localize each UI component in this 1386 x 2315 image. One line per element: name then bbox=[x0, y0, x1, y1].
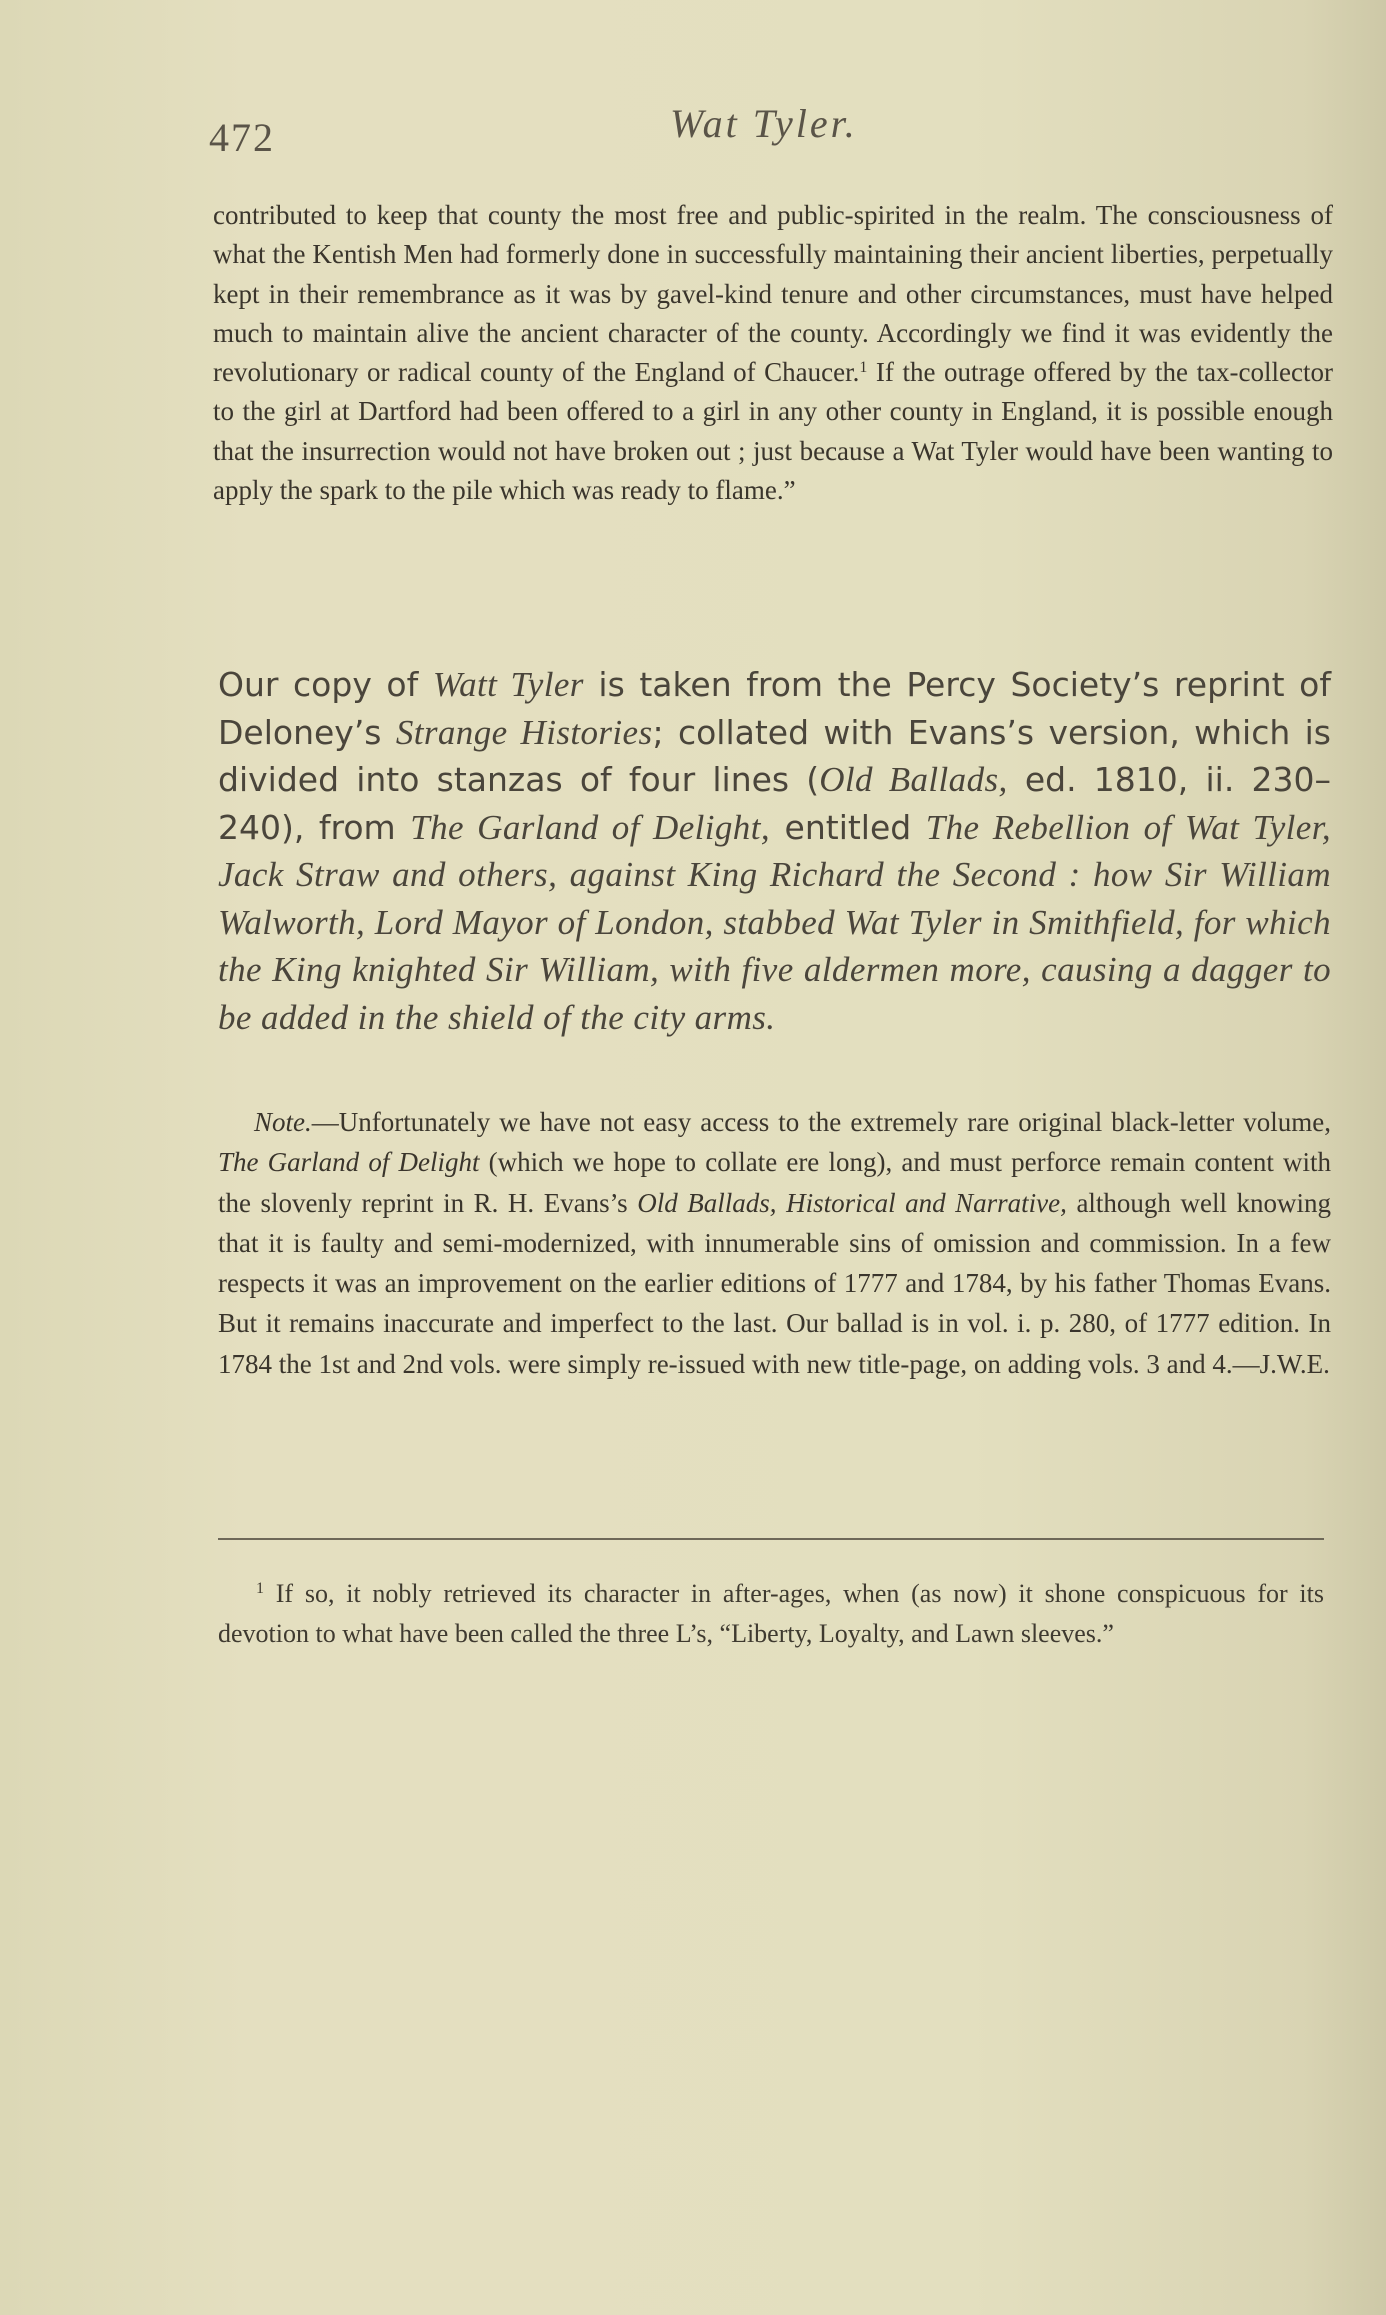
note-title-garland: The Garland of Delight bbox=[218, 1147, 480, 1178]
intro-title-garland-of-delight: The Garland of Delight, bbox=[410, 807, 770, 847]
intro-title-strange-histories: Strange Histories bbox=[395, 712, 653, 752]
page-number: 472 bbox=[209, 115, 275, 160]
running-title: Wat Tyler. bbox=[670, 101, 858, 146]
intro-title-watt-tyler: Watt Tyler bbox=[432, 665, 584, 704]
footnote-reference[interactable]: 1 bbox=[859, 359, 868, 377]
intro-text-4: ed. 1810, ii. 230–240), from bbox=[218, 760, 1332, 847]
footnote-divider bbox=[218, 1538, 1324, 1540]
intro-text-5: entitled bbox=[769, 807, 926, 847]
intro-ballad-full-title: The Rebellion of Wat Tyler, Jack Straw and others, against King Richard the Second : how Sir William Walworth, Lord Mayor of London, stabbed Wat Tyler in Smithfield, for which the King knighted Sir William, with five aldermen more, causing a dagger to be added in the shield of the city arms. bbox=[218, 807, 1331, 1037]
quote-text-part-1: contributed to keep that county the most free and public-spirited in the realm. The consciousness of what the Kentish Men had formerly done in successfully maintaining their ancient liberties, perpetually kept in their remembrance as it was by gavel-kind tenure and other circumstances, must have helped much to maintain alive the ancient character of the county. Accordingly we find it was evidently the revolutionary or radical county of the England of Chaucer. bbox=[213, 200, 1333, 388]
footnote-text: If so, it nobly retrieved its character in after-ages, when (as now) it shone conspicuous for its devotion to what have been called the three L’s, “Liberty, Loyalty, and Lawn sleeves.” bbox=[218, 1579, 1324, 1648]
note-label: Note. bbox=[254, 1107, 312, 1137]
quoted-passage bbox=[213, 196, 1333, 510]
intro-text-1: Our copy of bbox=[218, 665, 433, 704]
editor-note bbox=[218, 1102, 1331, 1384]
note-title-old-ballads: Old Ballads, Historical and Narrative, bbox=[637, 1187, 1067, 1218]
intro-paragraph bbox=[218, 661, 1331, 1041]
running-head bbox=[205, 96, 1325, 160]
intro-text-2: is taken from the Percy Society’s reprint of Deloney’s bbox=[218, 665, 1331, 752]
intro-text-3: ; collated with Evans’s version, which is divided into stanzas of four lines ( bbox=[218, 712, 1331, 799]
quote-text-part-2: If the outrage offered by the tax-collector to the girl at Dartford had been offered to a girl in any other county in England, it is possible enough that the insurrection would not have broken out ; just because a Wat Tyler would have been wanting to apply the spark to the pile which was ready to flame.” bbox=[213, 357, 1333, 506]
intro-title-old-ballads: Old Ballads, bbox=[819, 760, 1008, 799]
note-text-1: —Unfortunately we have not easy access to the extremely rare original black-letter volume, bbox=[311, 1107, 1331, 1137]
footnote bbox=[218, 1574, 1324, 1654]
footnote-marker: 1 bbox=[256, 1580, 264, 1597]
note-text-2: (which we hope to collate ere long), and must perforce remain content with the slovenly reprint in R. H. Evans’s bbox=[218, 1147, 1331, 1218]
note-text-3: although well knowing that it is faulty and semi-modernized, with innumerable sins of omission and commission. In a few respects it was an improvement on the earlier editions of 1777 and 1784, by his father Thomas Evans. But it remains inaccurate and imperfect to the last. Our ballad is in vol. i. p. 280, of 1777 edition. In 1784 the 1st and 2nd vols. were simply re-issued with new title-page, on adding vols. 3 and 4.—J.W.E. bbox=[218, 1187, 1331, 1379]
